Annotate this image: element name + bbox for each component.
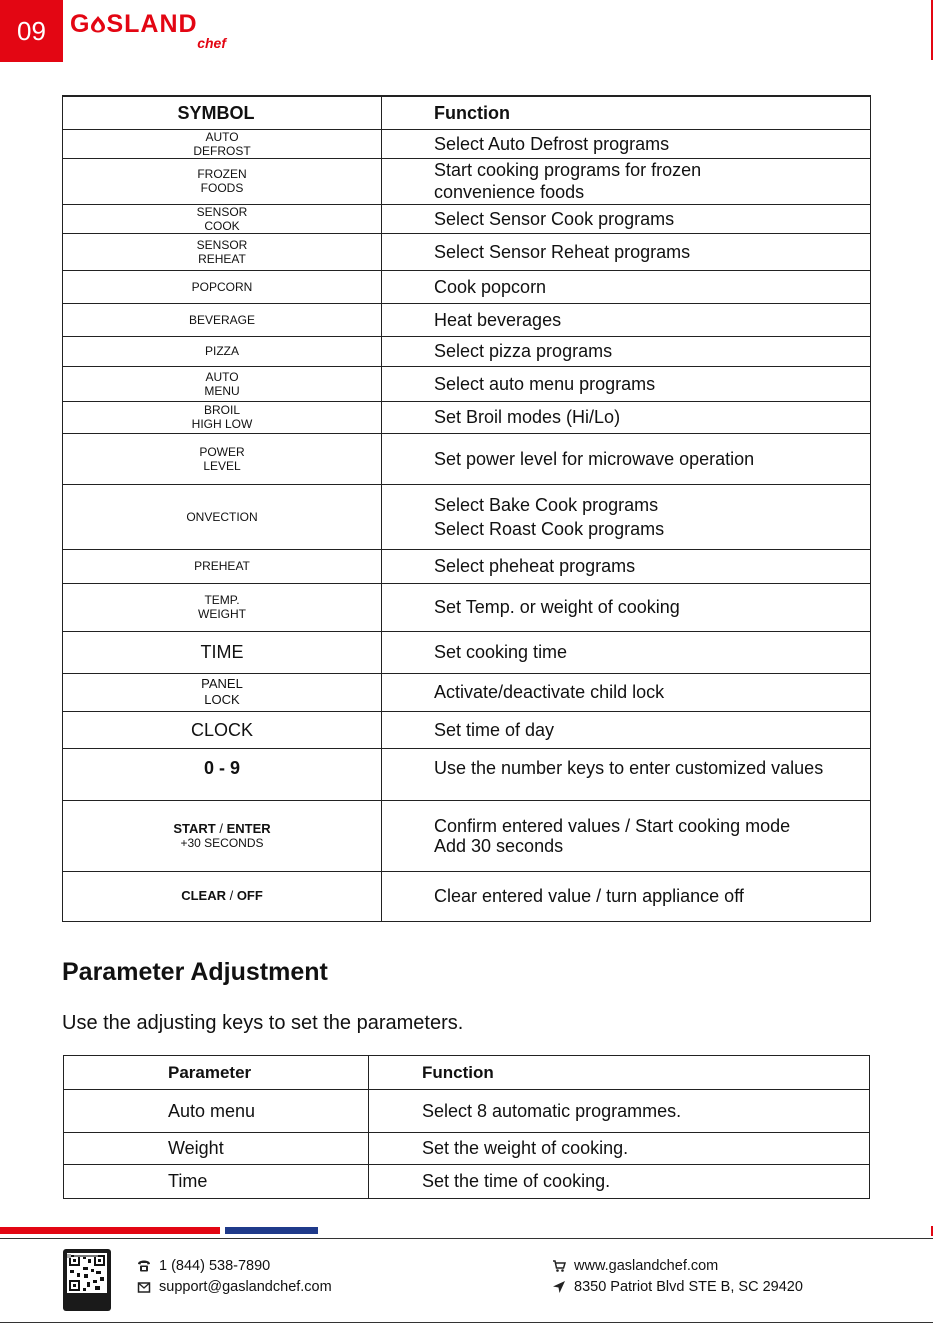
table-row	[63, 673, 871, 711]
function-text: Set time of day	[382, 711, 871, 748]
table-row	[63, 336, 871, 366]
symbol-sensor-cook: SENSOR COOK	[63, 204, 382, 233]
phone-icon	[137, 1259, 151, 1273]
header-function: Function	[369, 1056, 870, 1090]
symbols-table	[62, 95, 871, 922]
parameter-name: Auto menu	[64, 1090, 369, 1133]
footer-email[interactable]: support@gaslandchef.com	[137, 1279, 332, 1295]
table-row	[64, 1133, 870, 1165]
table-row	[63, 549, 871, 583]
parameter-function: Select 8 automatic programmes.	[369, 1090, 870, 1133]
parameter-function: Set the time of cooking.	[369, 1165, 870, 1199]
function-text: Use the number keys to enter customized values	[382, 748, 871, 800]
table-row	[63, 631, 871, 673]
symbol-auto-menu: AUTO MENU	[63, 366, 382, 401]
table-row	[63, 204, 871, 233]
parameter-name: Time	[64, 1165, 369, 1199]
symbol-auto-defrost: AUTO DEFROST	[63, 129, 382, 158]
table-row	[63, 748, 871, 800]
function-text: Select Sensor Cook programs	[382, 204, 871, 233]
table-row	[63, 158, 871, 204]
function-text: Cook popcorn	[382, 270, 871, 303]
table-row	[64, 1165, 870, 1199]
symbol-time: TIME	[63, 631, 382, 673]
function-text: Select Auto Defrost programs	[382, 129, 871, 158]
brand-logo-wordmark: G SLAND	[70, 10, 198, 38]
table-row	[63, 366, 871, 401]
table-row	[63, 401, 871, 433]
function-text: Set Broil modes (Hi/Lo)	[382, 401, 871, 433]
page-number: 09	[0, 0, 63, 62]
parameter-table	[63, 1055, 870, 1199]
flame-icon	[90, 15, 106, 33]
function-text: Heat beverages	[382, 303, 871, 336]
function-text: Confirm entered values / Start cooking mode Add 30 seconds	[382, 800, 871, 871]
symbol-convection: ONVECTION	[63, 484, 382, 549]
table-row	[64, 1090, 870, 1133]
function-text: Select pizza programs	[382, 336, 871, 366]
header-symbol: SYMBOL	[63, 96, 382, 129]
symbol-clock: CLOCK	[63, 711, 382, 748]
symbol-broil: BROIL HIGH LOW	[63, 401, 382, 433]
section-title: Parameter Adjustment	[62, 958, 328, 986]
table-row	[63, 711, 871, 748]
symbol-sensor-reheat: SENSOR REHEAT	[63, 233, 382, 270]
brand-logo-sub: chef	[197, 35, 226, 51]
function-text: Select auto menu programs	[382, 366, 871, 401]
table-row	[63, 433, 871, 484]
parameter-function: Set the weight of cooking.	[369, 1133, 870, 1165]
table-row	[63, 484, 871, 549]
symbol-power-level: POWER LEVEL	[63, 433, 382, 484]
function-text: Set Temp. or weight of cooking	[382, 583, 871, 631]
email-icon	[137, 1280, 151, 1294]
parameter-name: Weight	[64, 1133, 369, 1165]
bottom-divider	[0, 1322, 933, 1323]
table-row	[63, 583, 871, 631]
function-text: Activate/deactivate child lock	[382, 673, 871, 711]
function-text: Select pheheat programs	[382, 549, 871, 583]
qr-code-icon	[63, 1249, 111, 1311]
brand-logo	[70, 10, 232, 56]
symbol-clear-off: CLEAR / OFF	[63, 871, 382, 921]
symbol-pizza: PIZZA	[63, 336, 382, 366]
footer-address: 8350 Patriot Blvd STE B, SC 29420	[552, 1279, 803, 1295]
parameter-table-header	[64, 1056, 870, 1090]
header-parameter: Parameter	[64, 1056, 369, 1090]
table-row	[63, 270, 871, 303]
table-row	[63, 303, 871, 336]
header-function: Function	[382, 96, 871, 129]
symbol-beverage: BEVERAGE	[63, 303, 382, 336]
symbol-number-keys: 0 - 9	[63, 748, 382, 800]
cart-icon	[552, 1259, 566, 1273]
footer-website[interactable]: www.gaslandchef.com	[552, 1258, 718, 1274]
function-text: Start cooking programs for frozen convenience foods	[382, 158, 871, 204]
function-text: Set cooking time	[382, 631, 871, 673]
section-intro: Use the adjusting keys to set the parameters.	[62, 1012, 464, 1034]
table-row	[63, 871, 871, 921]
symbol-popcorn: POPCORN	[63, 270, 382, 303]
symbol-start-enter: START / ENTER +30 SECONDS	[63, 800, 382, 871]
symbols-table-header	[63, 96, 871, 129]
footer-phone: 1 (844) 538-7890	[137, 1258, 270, 1274]
function-text: Clear entered value / turn appliance off	[382, 871, 871, 921]
function-text: Select Bake Cook programs Select Roast Cook programs	[382, 484, 871, 549]
location-arrow-icon	[552, 1280, 566, 1294]
table-row	[63, 129, 871, 158]
symbol-temp-weight: TEMP. WEIGHT	[63, 583, 382, 631]
function-text: Select Sensor Reheat programs	[382, 233, 871, 270]
symbol-panel-lock: PANEL LOCK	[63, 673, 382, 711]
footer-blue-bar	[225, 1227, 318, 1234]
symbol-frozen-foods: FROZEN FOODS	[63, 158, 382, 204]
symbol-preheat: PREHEAT	[63, 549, 382, 583]
function-text: Set power level for microwave operation	[382, 433, 871, 484]
footer-red-bar	[0, 1227, 220, 1234]
table-row	[63, 800, 871, 871]
footer-divider	[0, 1238, 933, 1239]
table-row	[63, 233, 871, 270]
